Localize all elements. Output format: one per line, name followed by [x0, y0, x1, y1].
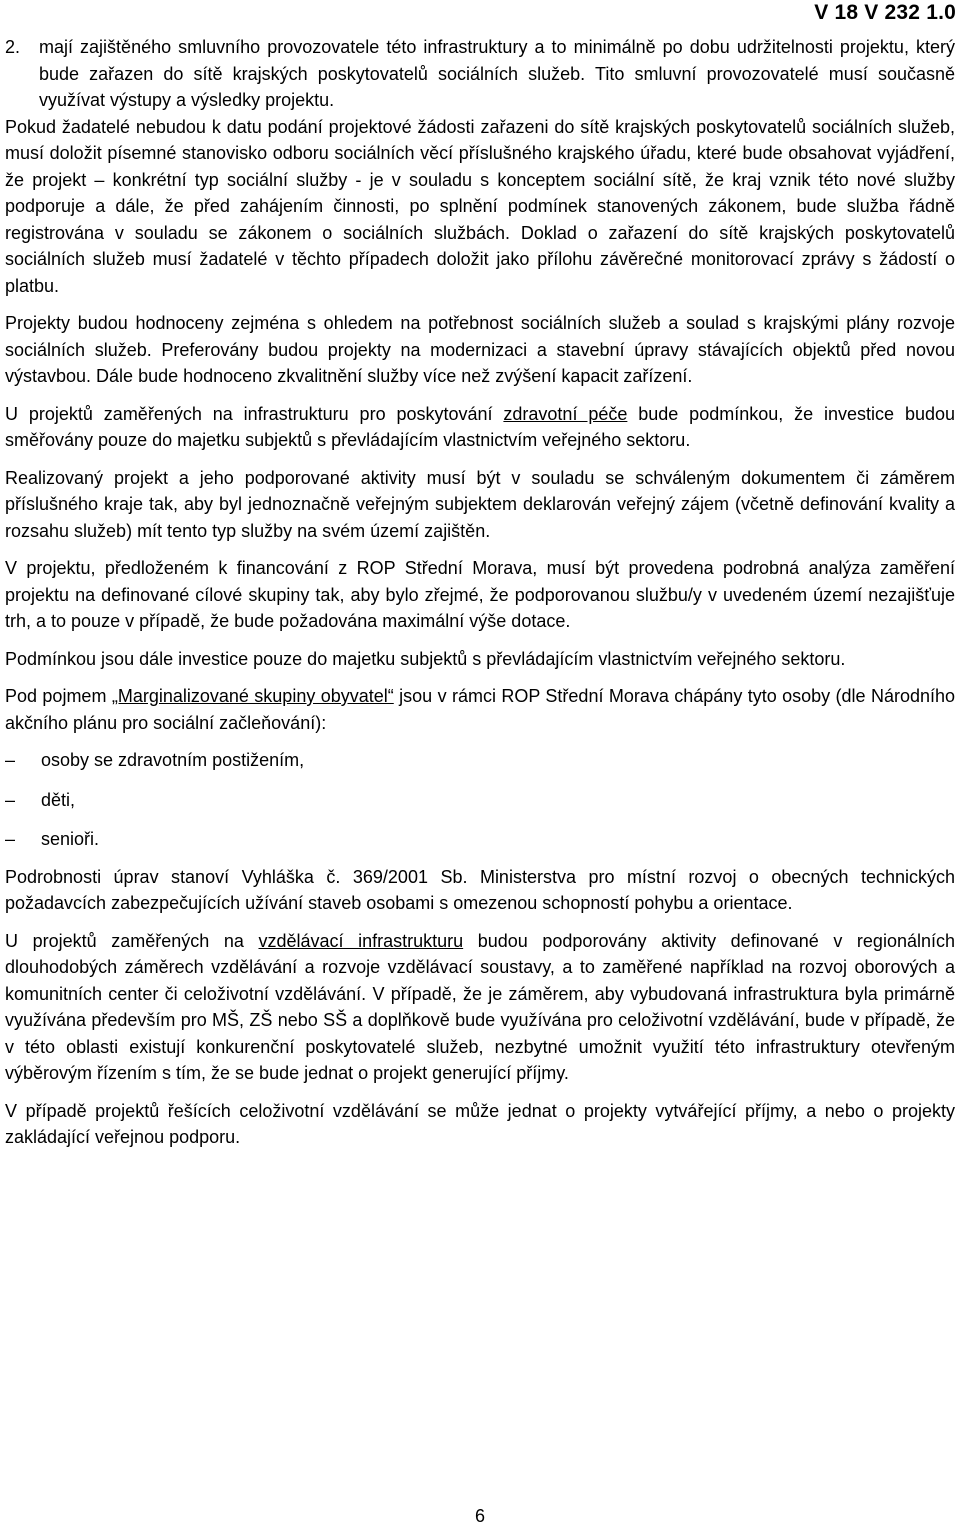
underlined-education: vzdělávací infrastrukturu	[258, 930, 464, 951]
document-body	[5, 34, 955, 1162]
dash-marker: –	[5, 750, 16, 770]
paragraph-regulation: Podrobnosti úprav stanoví Vyhláška č. 369/2001 Sb. Ministerstva pro místní rozvoj o obecných technických požadavcích zabezpečujících užívání staveb osobami s omezenou schopností pohybu a orientace.	[5, 866, 955, 913]
item-text: mají zajištěného smluvního provozovatele této infrastruktury a to minimálně po dobu udržitelnosti projektu, který bude zařazen do sítě krajských poskytovatelů sociálních služeb. Tito smluvní provozovatelé musí současně využívat výstupy a výsledky projektu.	[39, 37, 955, 110]
item-number: 2.	[5, 37, 21, 57]
dash-marker: –	[5, 789, 16, 810]
paragraph-public-sector: Podmínkou jsou dále investice pouze do majetku subjektů s převládajícím vlastnictvím veřejného sektoru.	[5, 648, 846, 669]
paragraph-lifelong-learning: V případě projektů řešících celoživotní vzdělávání se může jednat o projekty vytvářející příjmy, a nebo o projekty zakládající veřejnou podporu.	[5, 1100, 955, 1147]
paragraph-evaluation: Projekty budou hodnoceny zejména s ohledem na potřebnost sociálních služeb a soulad s krajskými plány rozvoje sociálních služeb. Preferovány budou projekty na modernizaci a stavební úpravy stávajících objektů před novou výstavbou. Dále bude hodnoceno zkvalitnění služby více než zvýšení kapacit zařízení.	[5, 313, 955, 386]
list-item: – osoby se zdravotním postižením,	[5, 747, 955, 774]
underlined-marginalized: „Marginalizované skupiny obyvatel“	[111, 686, 394, 706]
paragraph-network-inclusion: Pokud žadatelé nebudou k datu podání projektové žádosti zařazeni do sítě krajských poskytovatelů sociálních služeb, musí doložit písemné stanovisko odboru sociálních věcí příslušného krajského úřadu, které bude obsahovat vyjádření, že projekt – konkrétní typ sociální služby - je v souladu s konceptem sociální sítě, že kraj vznik této nové služby podporuje a dále, že před zahájením činnosti, po splnění podmínek stanovených zákonem, bude služba řádně registrována v souladu se zákonem o sociálních službách. Doklad o zařazení do sítě krajských poskytovatelů sociálních služeb musí žadatelé v těchto případech doložit jako přílohu závěrečné monitorovací zprávy s žádostí o platbu.	[5, 116, 955, 296]
paragraph-marginalized-groups: Pod pojmem „Marginalizované skupiny obyvatel“ jsou v rámci ROP Střední Morava chápány tyto osoby (dle Národního akčního plánu pro sociální začleňování):	[5, 686, 955, 733]
document-code: V 18 V 232 1.0	[814, 1, 956, 24]
list-item: – senioři.	[5, 826, 955, 853]
paragraph-target-analysis: V projektu, předloženém k financování z ROP Střední Morava, musí být provedena podrobná analýza zaměření projektu na definované cílové skupiny tak, aby bylo zřejmé, že podporovanou službu/y v uvedeném území nezajišťuje trh, a to pouze v případě, že bude požadována maximální výše dotace.	[5, 558, 955, 631]
paragraph-education: U projektů zaměřených na vzdělávací infrastrukturu budou podporovány aktivity definované v regionálních dlouhodobých záměrech vzdělávání a rozvoje vzdělávací soustavy, a to zaměřené například na rozvoj oborových a komunitních center či celoživotní vzdělávání. V případě, že je záměrem, aby vybudovaná infrastruktura byla primárně využívána především pro MŠ, ZŠ nebo SŠ a doplňkově bude využívána pro celoživotní vzdělávání, bude v případě, že v této oblasti existují konkurenční poskytovatelé služeb, nezbytné umožnit využití této infrastruktury otevřeným výběrovým řízením s tím, že se bude jednat o projekt generující příjmy.	[5, 930, 955, 1083]
marginalized-groups-list	[5, 747, 955, 853]
list-item: – děti,	[5, 787, 955, 814]
paragraph-public-interest: Realizovaný projekt a jeho podporované aktivity musí být v souladu se schváleným dokumentem či záměrem příslušného kraje tak, aby byl jednoznačně veřejným subjektem deklarován veřejný zájem (včetně definování kvality a rozsahu služeb) mít tento typ služby na svém území zajištěn.	[5, 467, 955, 541]
paragraph-healthcare: U projektů zaměřených na infrastrukturu pro poskytování zdravotní péče bude podmínkou, že investice budou směřovány pouze do majetku subjektů s převládajícím vlastnictvím veřejného sektoru.	[5, 403, 955, 450]
page-number: 6	[474, 1506, 485, 1526]
numbered-item-2	[5, 34, 955, 114]
underlined-healthcare: zdravotní péče	[503, 403, 628, 424]
dash-marker: –	[5, 829, 16, 849]
